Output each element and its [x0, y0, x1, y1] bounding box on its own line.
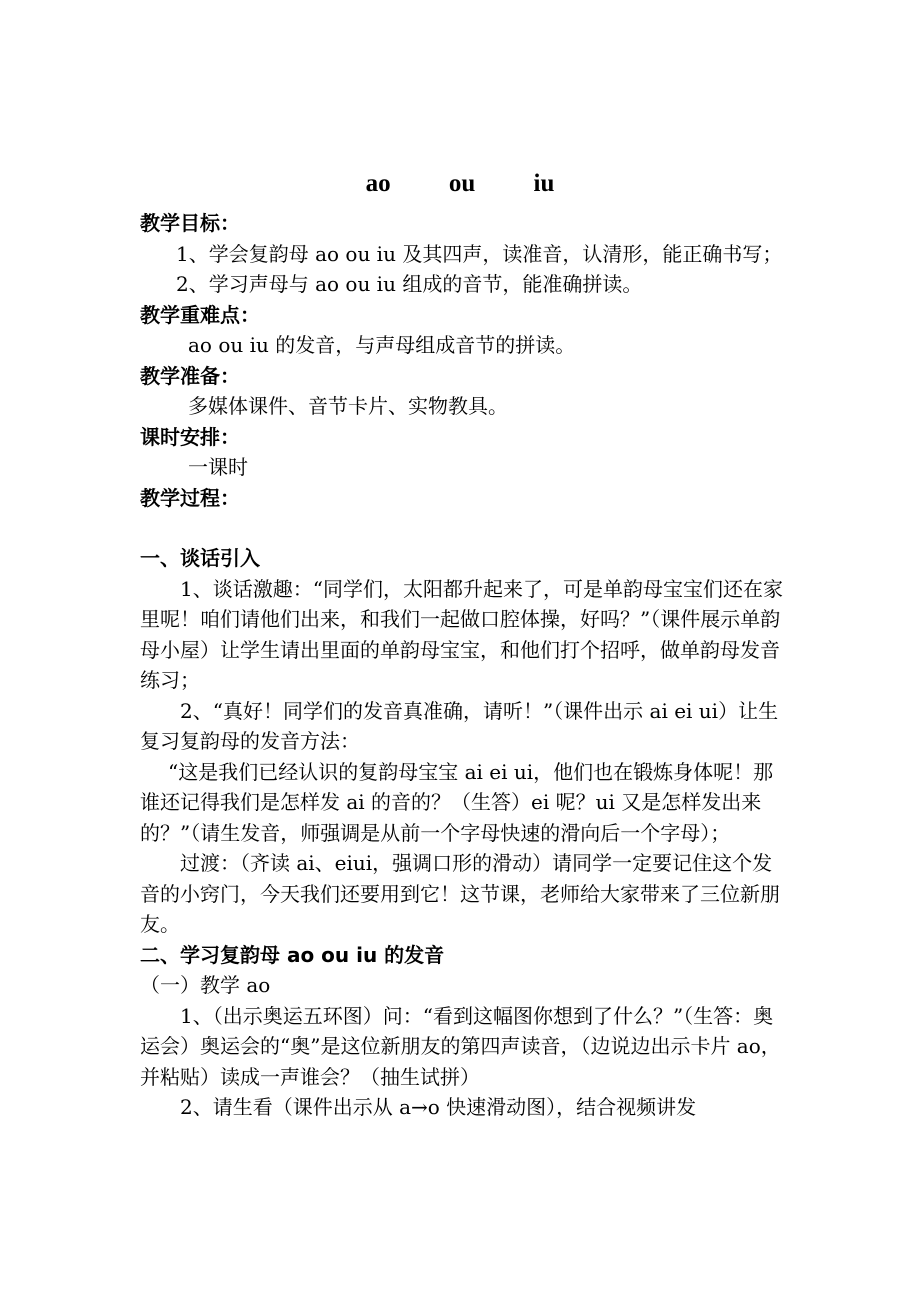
paragraph-6: 2、请生看（课件出示从 a→o 快速滑动图），结合视频讲发 — [180, 1095, 697, 1119]
subsection-1-heading: （一）教学 ao — [140, 973, 271, 997]
goals-heading: 教学目标： — [140, 211, 240, 235]
key-points-heading: 教学重难点： — [140, 302, 260, 327]
paragraph-4: 过渡：（齐读 ai、eiui，强调口形的滑动）请同学一定要记住这个发音的小窍门，今天我们还要用到它！这节课，老师给大家带来了三位新朋友。 — [140, 851, 780, 936]
title-iu: iu — [533, 170, 555, 197]
preparation-heading: 教学准备： — [140, 363, 240, 388]
document-body — [140, 208, 785, 1123]
paragraph-3: “这是我们已经认识的复韵母宝宝 ai ei ui，他们也在锻炼身体呢！那谁还记得我们是怎样发 ai 的音的？（生答）ei 呢？ui 又是怎样发出来的？”（请生发音，师强调是从前一个字母快速的滑向后一个字母）； — [140, 759, 774, 845]
paragraph-2: 2、“真好！同学们的发音真准确，请听！”（课件出示 ai ei ui）让生复习复韵母的发音方法： — [140, 698, 779, 753]
title-ao: ao — [365, 170, 391, 197]
preparation-text: 多媒体课件、音节卡片、实物教具。 — [188, 394, 508, 418]
title-ou: ou — [448, 170, 476, 197]
goal-1: 1、学会复韵母 ao ou iu 及其四声，读准音，认清形，能正确书写； — [176, 241, 783, 266]
part-2-heading: 二、学习复韵母 ao ou iu 的发音 — [140, 942, 445, 967]
paragraph-1: 1、谈话激趣：“同学们，太阳都升起来了，可是单韵母宝宝们还在家里呢！咱们请他们出来，和我们一起做口腔体操，好吗？”（课件展示单韵母小屋）让学生请出里面的单韵母宝宝，和他们打个招呼，做单韵母发音练习； — [140, 576, 783, 692]
part-1-heading: 一、谈话引入 — [140, 546, 260, 570]
schedule-text: 一课时 — [188, 455, 248, 479]
goal-2: 2、学习声母与 ao ou iu 组成的音节，能准确拼读。 — [176, 272, 643, 296]
process-heading: 教学过程： — [140, 485, 240, 510]
page-title — [0, 170, 920, 198]
key-points-text: ao ou iu 的发音，与声母组成音节的拼读。 — [188, 333, 576, 357]
paragraph-5: 1、（出示奥运五环图）问：“看到这幅图你想到了什么？”（生答：奥运会）奥运会的“奥”是这位新朋友的第四声读音，（边说边出示卡片 ao，并粘贴）读成一声谁会？（抽生试拼） — [140, 1003, 781, 1089]
spacer — [140, 513, 785, 543]
schedule-heading: 课时安排： — [140, 424, 240, 449]
